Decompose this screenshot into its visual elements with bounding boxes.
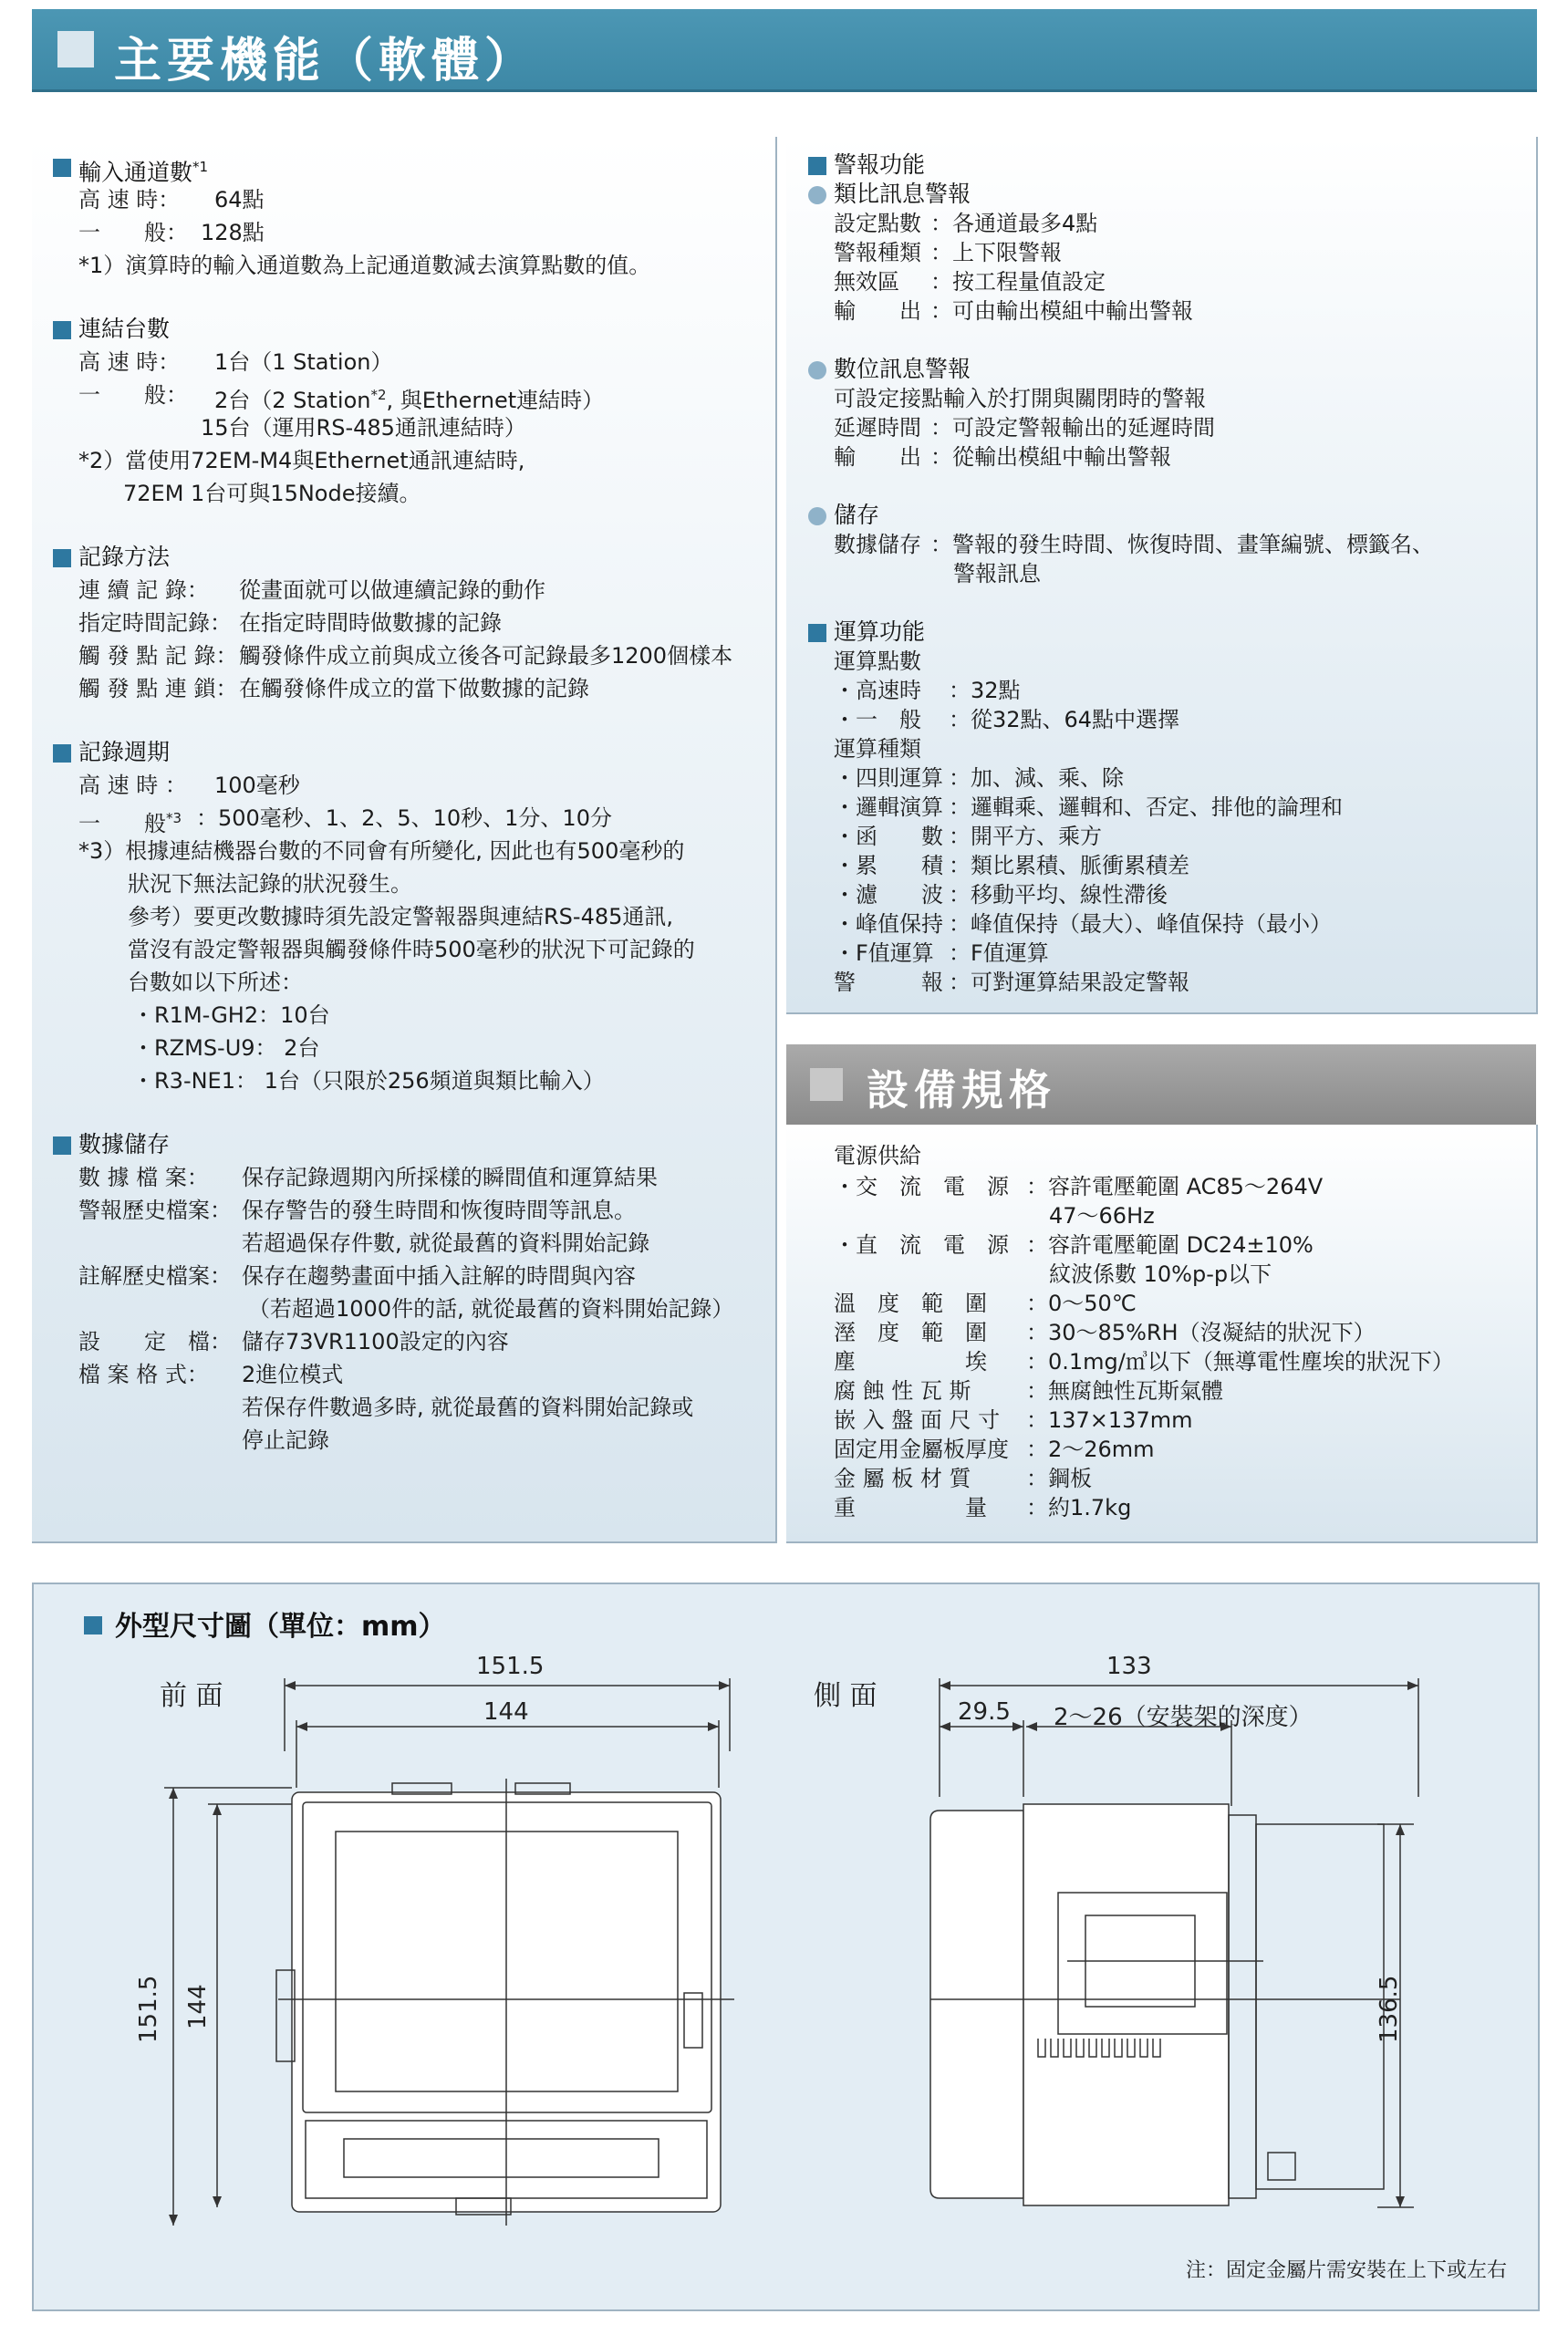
row-label: 觸 發 點 記 錄： [78,643,238,669]
row-value: ：邏輯乘、邏輯和、否定、排他的論理和 [949,794,1343,820]
device-item: ・R3-NE1： 1台（只限於256頻道與類比輸入） [132,1068,605,1094]
row-value: 觸發條件成立前與成立後各可記錄最多1200個樣本 [239,643,733,669]
row-label: 數 據 檔 案： [78,1165,209,1190]
footnote: 台數如以下所述： [128,970,303,995]
drawing-title: 外型尺寸圖（單位：mm） [115,1611,446,1643]
row-value: ：500毫秒、1、2、5、10秒、1分、10分 [196,805,612,831]
row-label: 檔 案 格 式： [78,1362,209,1387]
row-label: 金 屬 板 材 質 [834,1466,971,1491]
row-value: 2進位模式 [242,1362,344,1387]
row-value: 2台（2 Station$^{*2}$, 與Ethernet連結時） [214,387,605,413]
row-value: ：F值運算 [949,940,1049,966]
row-value: 1台（1 Station） [214,349,393,375]
footnote: 當沒有設定警報器與觸發條件時500毫秒的狀況下可記錄的 [128,937,695,962]
row-label: 重 量 [834,1495,987,1520]
row-value: ：0～50℃ [1026,1291,1137,1316]
row-label: ・峰值保持 [834,911,943,937]
section-square-icon [53,159,71,177]
footnote: *1）演算時的輸入通道數為上記通道數減去演算點數的值。 [78,253,651,278]
row-label: 運算點數 [834,649,921,674]
row-value: 保存在趨勢畫面中插入註解的時間與內容 [242,1263,636,1289]
row-label: 警報歷史檔案： [78,1198,232,1223]
row-label: 警 報 [834,970,943,995]
row-value: ：峰值保持（最大）、峰值保持（最小） [949,911,1332,937]
section-square-icon [53,321,71,339]
row-label: ・一 般 [834,707,921,732]
front-height-inner: 144 [184,1984,212,2029]
front-width-outer: 151.5 [476,1653,545,1680]
section-square-icon [808,157,826,175]
row-label: ・函 數 [834,824,943,849]
header-band [32,9,1537,92]
side-height: 136.5 [1376,1975,1403,2043]
front-label: 前 面 [160,1680,223,1712]
row-label: ・高速時 [834,678,921,703]
row-label: ・直 流 電 源 [834,1232,1009,1258]
row-value: ：移動平均、線性滯後 [949,882,1168,908]
front-view-drawing [128,1642,766,2226]
section-title-record-cycle: 記錄週期 [78,739,171,765]
row-label: 運算種類 [834,736,921,762]
subsection-title: 類比訊息警報 [834,181,971,207]
row-label: 設 定 檔： [78,1329,232,1354]
row-value: 從畫面就可以做連續記錄的動作 [239,577,545,603]
row-label: 警報種類 [834,240,921,265]
row-value: ：開平方、乘方 [949,824,1102,849]
row-label: 一 般： [78,220,188,245]
row-value: 紋波係數 10%p-p以下 [1049,1261,1272,1287]
header-square-icon [57,31,94,67]
row-value: ：加、減、乘、除 [949,765,1124,791]
drawing-note: 注：固定金屬片需安裝在上下或左右 [1186,2259,1508,2282]
row-value: ：容許電壓範圍 DC24±10% [1026,1232,1314,1258]
section-square-icon [53,744,71,763]
row-label: 高 速 時： [78,187,181,213]
row-value: ：上下限警報 [930,240,1062,265]
spec-band [786,1044,1536,1125]
row-value: ：30～85%RH（沒凝結的狀況下） [1026,1320,1376,1345]
row-label: ・交 流 電 源 [834,1174,1009,1199]
bullet-dot-icon [808,507,826,525]
row-label: ・累 積 [834,853,943,878]
row-value: ：類比累積、脈衝累積差 [949,853,1189,878]
row-label: 電源供給 [834,1143,921,1168]
row-label: 連 續 記 錄： [78,577,209,603]
row-value: 停止記錄 [242,1427,329,1453]
side-mount-depth: 2～26（安裝架的深度） [1054,1704,1313,1731]
row-label: 無效區 [834,269,899,295]
row-value: ：警報的發生時間、恢復時間、畫筆編號、標籤名、 [930,532,1434,557]
row-label: 溫 度 範 圍 [834,1291,987,1316]
row-label: 高 速 時 ： [78,773,187,798]
row-label: 輸 出 [834,444,921,470]
row-value: ：可對運算結果設定警報 [949,970,1189,995]
section-title-calc: 運算功能 [834,618,926,645]
row-value: ：從輸出模組中輸出警報 [930,444,1171,470]
row-value: ：32點 [949,678,1021,703]
row-value: 保存記錄週期內所採樣的瞬間值和運算結果 [242,1165,658,1190]
section-square-icon [808,624,826,642]
row-value: 儲存73VR1100設定的內容 [242,1329,509,1354]
row-value: 128點 [201,220,265,245]
row-label: ・F值運算 [834,940,934,966]
footnote: 參考）要更改數據時須先設定警報器與連結RS-485通訊, [128,904,674,929]
row-value: 保存警告的發生時間和恢復時間等訊息。 [242,1198,636,1223]
row-label: 註解歷史檔案： [78,1263,232,1289]
row-label: 輸 出 [834,298,921,324]
row-value: ：容許電壓範圍 AC85～264V [1026,1174,1324,1199]
row-value: ：鋼板 [1026,1466,1092,1491]
row-value: ：可設定警報輸出的延遲時間 [930,415,1215,441]
row-value: 15台（運用RS-485通訊連結時） [201,415,526,441]
footnote: 72EM 1台可與15Node接續。 [123,481,421,506]
page-title: 主要機能（軟體） [114,34,538,88]
row-value: 47～66Hz [1049,1203,1155,1229]
row-label: 高 速 時： [78,349,181,375]
row-value: 100毫秒 [214,773,300,798]
row-label: ・四則運算 [834,765,943,791]
row-label: 延遲時間 [834,415,921,441]
row-label: 指定時間記錄： [78,610,232,636]
device-item: ・R1M-GH2：10台 [132,1002,330,1028]
row-value: ：從32點、64點中選擇 [949,707,1180,732]
row-label: 嵌 入 盤 面 尺 寸 [834,1407,1001,1433]
row-value: ：各通道最多4點 [930,211,1098,236]
bullet-dot-icon [808,186,826,204]
front-width-inner: 144 [483,1698,529,1726]
row-label: 溼 度 範 圍 [834,1320,987,1345]
row-value: ：無腐蝕性瓦斯氣體 [1026,1378,1223,1404]
section-title-input-channels: 輸入通道數$^{*1}$ [78,159,209,186]
front-height-outer: 151.5 [135,1975,162,2043]
footnote: *3）根據連結機器台數的不同會有所變化, 因此也有500毫秒的 [78,838,685,864]
spec-square-icon [810,1068,843,1101]
row-label: 觸 發 點 連 鎖： [78,676,238,701]
section-square-icon [84,1616,102,1634]
row-value: （若超過1000件的話, 就從最舊的資料開始記錄） [248,1296,734,1322]
side-width: 133 [1106,1653,1152,1680]
row-value: ：137×137mm [1026,1407,1193,1433]
row-label: 固定用金屬板厚度 [834,1437,1009,1462]
footnote: *2）當使用72EM-M4與Ethernet通訊連結時, [78,448,525,473]
row-label: 腐 蝕 性 瓦 斯 [834,1378,971,1404]
row-label: ・邏輯演算 [834,794,943,820]
row-value: 可設定接點輸入於打開與關閉時的警報 [834,386,1206,411]
section-title-alarm: 警報功能 [834,151,926,178]
row-value: 在指定時間時做數據的記錄 [239,610,502,636]
row-label: 一 般： [78,382,188,408]
side-label: 側 面 [814,1680,877,1712]
section-square-icon [53,549,71,567]
row-label: 一 般$^{*3}$ [78,810,182,836]
row-value: 警報訊息 [953,561,1041,586]
spec-title: 設備規格 [867,1065,1056,1115]
footnote: 狀況下無法記錄的狀況發生。 [128,871,412,897]
section-square-icon [53,1136,71,1155]
row-value: 64點 [214,187,265,213]
row-label: ・濾 波 [834,882,943,908]
row-value: ：2～26mm [1026,1437,1155,1462]
row-value: 若超過保存件數, 就從最舊的資料開始記錄 [242,1230,650,1256]
row-label: 設定點數 [834,211,921,236]
row-value: 在觸發條件成立的當下做數據的記錄 [239,676,589,701]
section-title-record-method: 記錄方法 [78,544,171,570]
side-front-depth: 29.5 [958,1698,1011,1726]
subsection-title: 數位訊息警報 [834,356,971,382]
row-value: ：0.1mg/㎥以下（無導電性塵埃的狀況下） [1026,1349,1454,1375]
subsection-title: 儲存 [834,502,880,528]
section-title-connections: 連結台數 [78,316,171,342]
row-value: ：可由輸出模組中輸出警報 [930,298,1193,324]
bullet-dot-icon [808,361,826,379]
row-value: ：約1.7kg [1026,1495,1132,1520]
device-item: ・RZMS-U9： 2台 [132,1035,320,1061]
row-value: ：按工程量值設定 [930,269,1106,295]
section-title-data-storage: 數據儲存 [78,1131,171,1157]
row-label: 數據儲存 [834,532,921,557]
row-value: 若保存件數過多時, 就從最舊的資料開始記錄或 [242,1395,694,1420]
row-label: 塵 埃 [834,1349,987,1375]
